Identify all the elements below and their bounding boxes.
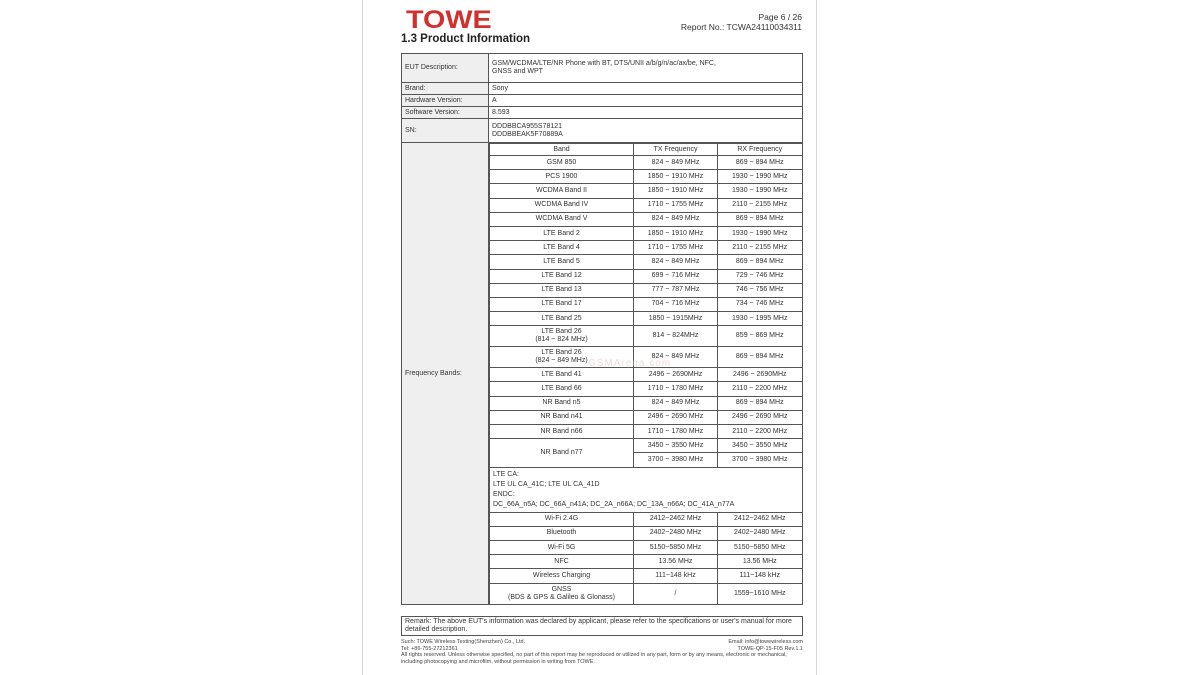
tx-column-header: TX Frequency: [634, 144, 718, 156]
band-name-line-1: LTE Band 26: [541, 328, 582, 336]
table-row: [490, 170, 803, 184]
ca-line-2: LTE UL CA_41C; LTE UL CA_41D: [493, 480, 600, 488]
tx-frequency: 3700 ~ 3980 MHz: [634, 453, 718, 467]
rx-frequency: 2110 ~ 2200 MHz: [718, 382, 803, 396]
rx-frequency: 1930 ~ 1990 MHz: [718, 184, 803, 198]
table-row: [490, 569, 803, 583]
cellular-bands-table: [489, 143, 803, 605]
rx-frequency: 3450 ~ 3550 MHz: [718, 439, 803, 453]
table-row: [490, 583, 803, 604]
page-header-info: [681, 12, 802, 32]
table-row: [490, 410, 803, 424]
sn-value: [489, 119, 803, 143]
rx-frequency: 2110 ~ 2200 MHz: [718, 425, 803, 439]
rx-frequency: 729 ~ 746 MHz: [718, 269, 803, 283]
rx-frequency: 2412~2462 MHz: [718, 512, 803, 526]
band-name: LTE Band 2: [490, 226, 634, 240]
table-row: [490, 156, 803, 170]
band-name: LTE Band 41: [490, 368, 634, 382]
band-name: NR Band n66: [490, 425, 634, 439]
rx-frequency: 3700 ~ 3980 MHz: [718, 453, 803, 467]
report-number: Report No.: TCWA24110034311: [680, 22, 802, 32]
tx-frequency: 824 ~ 849 MHz: [634, 212, 718, 226]
band-name-line-2: (814 ~ 824 MHz): [535, 336, 588, 344]
tx-frequency: 777 ~ 787 MHz: [634, 283, 718, 297]
bands-header-row: [490, 144, 803, 156]
rx-frequency: 869 ~ 894 MHz: [718, 396, 803, 410]
sn-label: SN:: [402, 119, 489, 143]
band-name-line-2: (824 ~ 849 MHz): [535, 357, 588, 365]
software-label: Software Version:: [402, 107, 489, 119]
tx-frequency: 2412~2462 MHz: [634, 512, 718, 526]
table-row: [490, 368, 803, 382]
band-name: LTE Band 17: [490, 297, 634, 311]
rx-frequency: 1930 ~ 1990 MHz: [718, 170, 803, 184]
table-row: [490, 382, 803, 396]
tx-frequency: 704 ~ 716 MHz: [634, 297, 718, 311]
tx-frequency: /: [634, 583, 718, 604]
ca-row: [490, 467, 803, 512]
tx-frequency: 824 ~ 849 MHz: [634, 255, 718, 269]
rx-frequency: 5150~5850 MHz: [718, 540, 803, 554]
rx-frequency: 869 ~ 894 MHz: [718, 255, 803, 269]
tx-frequency: 3450 ~ 3550 MHz: [634, 439, 718, 453]
band-name: WCDMA Band V: [490, 212, 634, 226]
ca-line-4: DC_66A_n5A; DC_66A_n41A; DC_2A_n66A; DC_13A_n66A; DC_41A_n77A: [493, 500, 735, 508]
rx-frequency: 2110 ~ 2155 MHz: [718, 198, 803, 212]
tx-frequency: 1710 ~ 1780 MHz: [634, 425, 718, 439]
band-name: NR Band n41: [490, 410, 634, 424]
towe-logo: TOWE: [406, 6, 492, 34]
band-column-header: Band: [490, 144, 634, 156]
tx-frequency: 13.56 MHz: [634, 555, 718, 569]
rx-frequency: 1559~1610 MHz: [718, 583, 803, 604]
table-row: [490, 540, 803, 554]
table-row: [490, 226, 803, 240]
rx-frequency: 869 ~ 894 MHz: [718, 347, 803, 368]
eut-value: [489, 54, 803, 83]
band-name: NR Band n5: [490, 396, 634, 410]
footer-telephone: Tel: +86-755-27212361: [401, 645, 458, 652]
band-name: WCDMA Band IV: [490, 198, 634, 212]
band-name: LTE Band 5: [490, 255, 634, 269]
remark-note: Remark: The above EUT's information was declared by applicant, please refer to the specifications or user's manual for more detailed description.: [401, 616, 803, 636]
footer-email: Email: info@towewireless.com: [728, 639, 803, 645]
table-row: [490, 297, 803, 311]
product-info-table: [401, 53, 803, 605]
hardware-value: A: [489, 95, 803, 107]
rx-column-header: RX Frequency: [718, 144, 803, 156]
tx-frequency: 2402~2480 MHz: [634, 526, 718, 540]
brand-label: Brand:: [402, 83, 489, 95]
table-row: [490, 312, 803, 326]
rx-frequency: 13.56 MHz: [718, 555, 803, 569]
band-name-line-1: GNSS: [551, 585, 572, 593]
tx-frequency: 1850 ~ 1910 MHz: [634, 170, 718, 184]
band-name: [490, 583, 634, 604]
table-row: [490, 526, 803, 540]
tx-frequency: 1710 ~ 1755 MHz: [634, 241, 718, 255]
rx-frequency: 2402~2480 MHz: [718, 526, 803, 540]
rx-frequency: 869 ~ 894 MHz: [718, 156, 803, 170]
band-name: LTE Band 12: [490, 269, 634, 283]
band-name: Wi-Fi 2.4G: [490, 512, 634, 526]
tx-frequency: 824 ~ 849 MHz: [634, 396, 718, 410]
rx-frequency: 734 ~ 746 MHz: [718, 297, 803, 311]
table-row: [490, 425, 803, 439]
footer-company: Such: TOWE Wireless Testing(Shenzhen) Co., Ltd.: [401, 639, 526, 645]
eut-value-line-2: GNSS and WPT: [492, 68, 543, 75]
band-name: WCDMA Band II: [490, 184, 634, 198]
hardware-label: Hardware Version:: [402, 95, 489, 107]
table-row: [490, 269, 803, 283]
eut-label: EUT Description:: [402, 54, 489, 83]
band-name: Bluetooth: [490, 526, 634, 540]
rx-frequency: 2110 ~ 2155 MHz: [718, 241, 803, 255]
table-row: [490, 555, 803, 569]
frequency-bands-label: Frequency Bands:: [402, 143, 489, 605]
table-row: [490, 512, 803, 526]
ca-line-1: LTE CA:: [493, 470, 519, 478]
footer-form-number: TOWE-QP-15-F05 Rev.1.1: [737, 646, 803, 652]
carrier-aggregation-info: [490, 467, 803, 512]
table-row: [490, 198, 803, 212]
frequency-bands-cell: [489, 143, 803, 605]
band-name: NFC: [490, 555, 634, 569]
table-row: [490, 255, 803, 269]
table-row: [490, 184, 803, 198]
watermark: GSMArena.com: [588, 358, 672, 369]
band-name: LTE Band 13: [490, 283, 634, 297]
rx-frequency: 2496 ~ 2690MHz: [718, 368, 803, 382]
tx-frequency: 111~148 kHz: [634, 569, 718, 583]
band-name: LTE Band 4: [490, 241, 634, 255]
tx-frequency: 1850 ~ 1910 MHz: [634, 184, 718, 198]
band-name-line-1: LTE Band 26: [541, 349, 582, 357]
sn-value-line-1: DDDBBCA955S78121: [492, 122, 563, 130]
rx-frequency: 2496 ~ 2690 MHz: [718, 410, 803, 424]
tx-frequency: 2496 ~ 2690 MHz: [634, 410, 718, 424]
page-footer: [401, 639, 803, 665]
table-row: [490, 326, 803, 347]
software-value: 8.593: [489, 107, 803, 119]
band-name: LTE Band 66: [490, 382, 634, 396]
band-name: LTE Band 25: [490, 312, 634, 326]
tx-frequency: 1710 ~ 1755 MHz: [634, 198, 718, 212]
band-name-line-2: (BDS & GPS & Galileo & Glonass): [508, 593, 615, 601]
tx-frequency: 699 ~ 716 MHz: [634, 269, 718, 283]
rx-frequency: 1930 ~ 1990 MHz: [718, 226, 803, 240]
rx-frequency: 869 ~ 894 MHz: [718, 212, 803, 226]
brand-value: Sony: [489, 83, 803, 95]
tx-frequency: 1850 ~ 1915MHz: [634, 312, 718, 326]
ca-line-3: ENDC:: [493, 490, 515, 498]
tx-frequency: 1850 ~ 1910 MHz: [634, 226, 718, 240]
band-name: PCS 1900: [490, 170, 634, 184]
footer-rights-notice: All rights reserved. Unless otherwise specified, no part of this report may be reproduced or utilized in any part, form or by any means, electronic or mechanical, including photocopying and microfilm, without permission in writing from TOWE.: [401, 652, 787, 665]
band-name: Wi-Fi 5G: [490, 540, 634, 554]
rx-frequency: 111~148 kHz: [718, 569, 803, 583]
table-row: [490, 439, 803, 453]
tx-frequency: 1710 ~ 1780 MHz: [634, 382, 718, 396]
rx-frequency: 1930 ~ 1995 MHz: [718, 312, 803, 326]
report-page: [362, 0, 817, 675]
band-name: GSM 850: [490, 156, 634, 170]
band-name: [490, 326, 634, 347]
sn-value-line-2: DDDBBEAK5F70889A: [492, 130, 563, 138]
table-row: [490, 212, 803, 226]
tx-frequency: 814 ~ 824MHz: [634, 326, 718, 347]
tx-frequency: 824 ~ 849 MHz: [634, 156, 718, 170]
tx-frequency: 824 ~ 849 MHz: [634, 347, 718, 368]
table-row: [490, 396, 803, 410]
eut-value-line-1: GSM/WCDMA/LTE/NR Phone with BT, DTS/UNII a/b/g/n/ac/ax/be, NFC,: [492, 60, 716, 67]
band-name: NR Band n77: [490, 439, 634, 467]
tx-frequency: 5150~5850 MHz: [634, 540, 718, 554]
tx-frequency: 2496 ~ 2690MHz: [634, 368, 718, 382]
rx-frequency: 859 ~ 869 MHz: [718, 326, 803, 347]
page-number: Page 6 / 26: [758, 12, 802, 22]
band-name: Wireless Charging: [490, 569, 634, 583]
section-title: 1.3 Product Information: [401, 33, 531, 45]
table-row: [490, 241, 803, 255]
rx-frequency: 746 ~ 756 MHz: [718, 283, 803, 297]
table-row: [490, 283, 803, 297]
